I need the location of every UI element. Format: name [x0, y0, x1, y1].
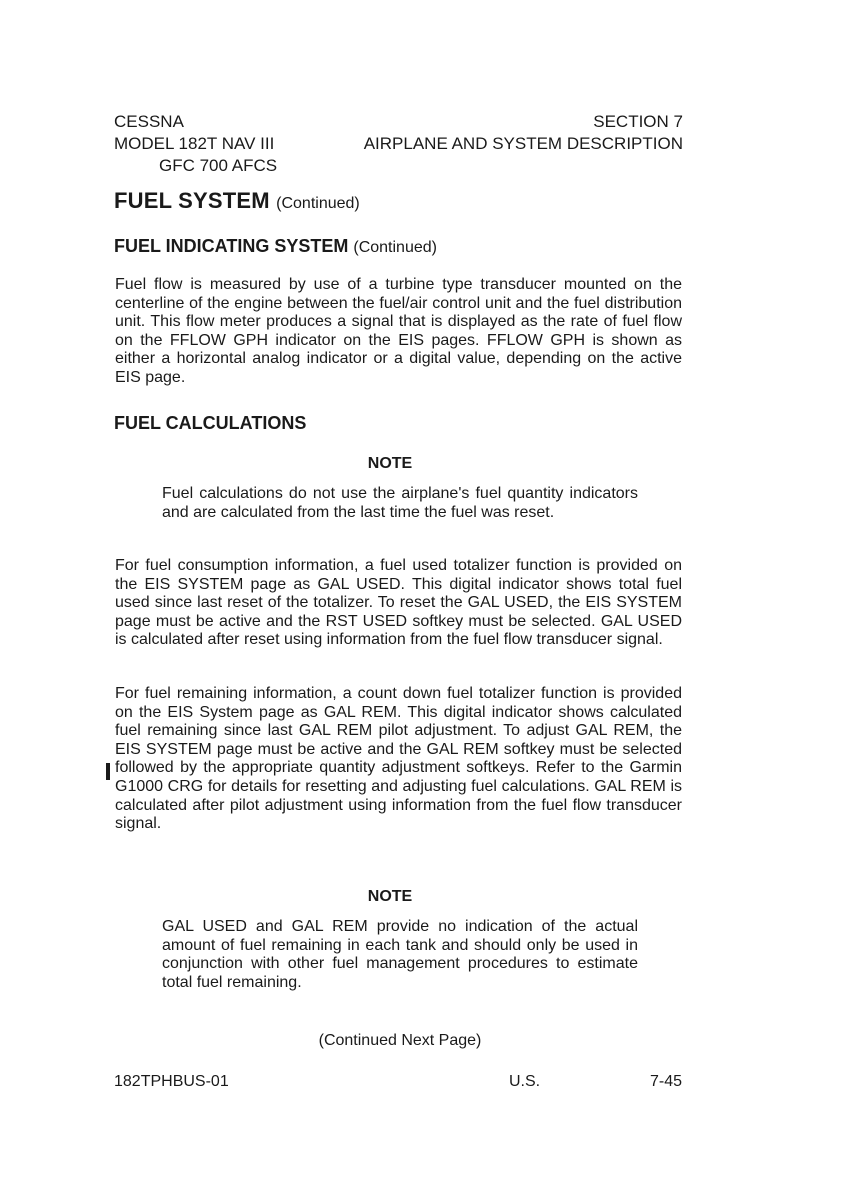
section-title: [114, 188, 360, 214]
header-manufacturer: CESSNA: [114, 112, 184, 131]
section-title-suffix: (Continued): [276, 195, 360, 212]
fuel-calculations-title: FUEL CALCULATIONS: [114, 413, 307, 433]
section-title-text: FUEL SYSTEM: [114, 188, 270, 213]
subsection-title: [114, 236, 437, 257]
footer-region: U.S.: [509, 1073, 541, 1090]
paragraph-gal-rem: For fuel remaining information, a count down fuel totalizer function is provided on the EIS System page as GAL REM. This digital indicator shows calculated fuel remaining since last GAL REM pilot adjustment. To adjust GAL REM, the EIS SYSTEM page must be active and the GAL REM softkey must be selected followed by the appropriate quantity adjustment softkeys. Refer to the Garmin G1000 CRG for details for resetting and adjusting fuel calculations. GAL REM is calculated after pilot adjustment using information from the fuel flow transducer signal.: [115, 685, 682, 833]
note-2-body: GAL USED and GAL REM provide no indication of the actual amount of fuel remaining in each tank and should only be used in conjunction with other fuel management procedures to estimate total fuel remaining.: [162, 918, 638, 991]
paragraph-gal-used: For fuel consumption information, a fuel used totalizer function is provided on the EIS SYSTEM page as GAL USED. This digital indicator shows total fuel used since last reset of the totalizer. To reset the GAL USED, the EIS SYSTEM page must be active and the RST USED softkey must be selected. GAL USED is calculated after reset using information from the fuel flow transducer signal.: [115, 557, 682, 649]
subsection-title-suffix: (Continued): [353, 239, 437, 256]
footer-doc-number: 182TPHBUS-01: [114, 1073, 229, 1090]
header-left: [114, 111, 277, 177]
note-2-title: NOTE: [367, 888, 413, 905]
revision-change-bar: [106, 763, 110, 780]
footer-page-number: 7-45: [650, 1073, 683, 1090]
paragraph-fuel-flow: Fuel flow is measured by use of a turbine type transducer mounted on the centerline of the engine between the fuel/air control unit and the fuel distribution unit. This flow meter produces a signal that is displayed as the rate of fuel flow on the FFLOW GPH indicator on the EIS pages. FFLOW GPH is shown as either a horizontal analog indicator or a digital value, depending on the active EIS page.: [115, 276, 682, 386]
header-afcs: GFC 700 AFCS: [159, 156, 278, 175]
note-1-body: Fuel calculations do not use the airplane's fuel quantity indicators and are calculated from the last time the fuel was reset.: [162, 485, 638, 521]
subsection-title-text: FUEL INDICATING SYSTEM: [114, 236, 349, 256]
continued-next-page: (Continued Next Page): [318, 1032, 482, 1049]
header-section-title: AIRPLANE AND SYSTEM DESCRIPTION: [363, 134, 683, 153]
header-section: SECTION 7: [593, 112, 683, 131]
header-right: [364, 111, 683, 155]
note-1-title: NOTE: [367, 455, 413, 472]
header-model: MODEL 182T NAV III: [114, 134, 275, 153]
